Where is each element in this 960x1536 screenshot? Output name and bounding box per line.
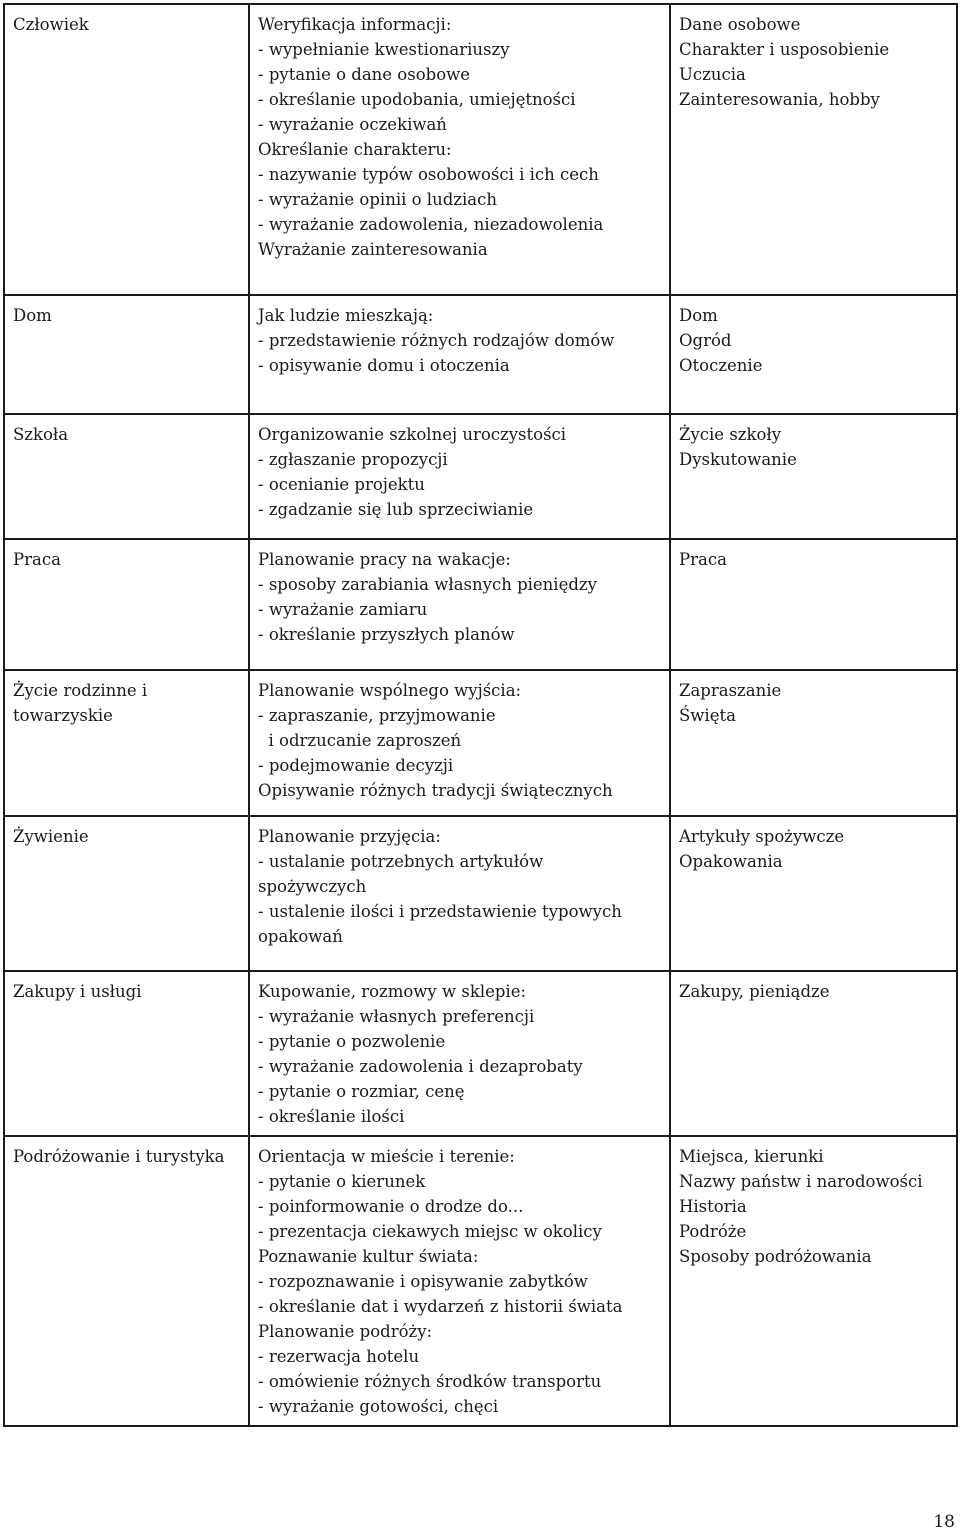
topic-line: Szkoła <box>13 425 69 444</box>
function-line: - wyrażanie zamiaru <box>258 600 428 619</box>
vocabulary-line: Uczucia <box>679 65 746 84</box>
function-line: - wyrażanie gotowości, chęci <box>258 1397 499 1416</box>
function-line: Wyrażanie zainteresowania <box>258 240 488 259</box>
vocabulary-line: Nazwy państw i narodowości <box>679 1172 923 1191</box>
table-row <box>4 4 957 295</box>
function-line: - przedstawienie różnych rodzajów domów <box>258 331 615 350</box>
functions-cell <box>249 414 670 539</box>
page-number: 18 <box>933 1512 955 1532</box>
function-line: - opisywanie domu i otoczenia <box>258 356 510 375</box>
vocabulary-cell <box>670 414 957 539</box>
topic-line: Życie rodzinne i <box>13 681 148 700</box>
function-line: opakowań <box>258 927 343 946</box>
function-line: Opisywanie różnych tradycji świątecznych <box>258 781 613 800</box>
vocabulary-line: Sposoby podróżowania <box>679 1247 872 1266</box>
vocabulary-line: Podróże <box>679 1222 747 1241</box>
table-row <box>4 971 957 1136</box>
topic-cell <box>4 4 249 295</box>
function-line: Planowanie pracy na wakacje: <box>258 550 511 569</box>
vocabulary-line: Zapraszanie <box>679 681 782 700</box>
function-line: - określanie dat i wydarzeń z historii świata <box>258 1297 623 1316</box>
table-row <box>4 1136 957 1426</box>
function-line: - wyrażanie zadowolenia, niezadowolenia <box>258 215 604 234</box>
vocabulary-line: Opakowania <box>679 852 783 871</box>
function-line: - określanie ilości <box>258 1107 405 1126</box>
vocabulary-line: Otoczenie <box>679 356 763 375</box>
function-line: Określanie charakteru: <box>258 140 452 159</box>
function-line: - rezerwacja hotelu <box>258 1347 420 1366</box>
function-line: - ocenianie projektu <box>258 475 425 494</box>
topic-line: towarzyskie <box>13 706 113 725</box>
function-line: - pytanie o rozmiar, cenę <box>258 1082 465 1101</box>
vocabulary-line: Zainteresowania, hobby <box>679 90 880 109</box>
vocabulary-line: Dyskutowanie <box>679 450 797 469</box>
vocabulary-line: Życie szkoły <box>679 425 782 444</box>
topic-cell <box>4 1136 249 1426</box>
curriculum-table <box>3 3 958 1427</box>
function-line: - ustalanie potrzebnych artykułów <box>258 852 544 871</box>
function-line: - rozpoznawanie i opisywanie zabytków <box>258 1272 588 1291</box>
function-line: Kupowanie, rozmowy w sklepie: <box>258 982 527 1001</box>
vocabulary-line: Ogród <box>679 331 732 350</box>
topic-cell <box>4 539 249 670</box>
functions-cell <box>249 4 670 295</box>
function-line: - prezentacja ciekawych miejsc w okolicy <box>258 1222 602 1241</box>
topic-cell <box>4 670 249 816</box>
function-line: Planowanie podróży: <box>258 1322 433 1341</box>
function-line: - wyrażanie zadowolenia i dezaprobaty <box>258 1057 583 1076</box>
function-line: - pytanie o kierunek <box>258 1172 426 1191</box>
topic-line: Praca <box>13 550 61 569</box>
function-line: - zapraszanie, przyjmowanie <box>258 706 496 725</box>
function-line: Weryfikacja informacji: <box>258 15 452 34</box>
functions-cell <box>249 1136 670 1426</box>
topic-cell <box>4 414 249 539</box>
table-row <box>4 670 957 816</box>
vocabulary-line: Charakter i usposobienie <box>679 40 890 59</box>
function-line: - pytanie o dane osobowe <box>258 65 471 84</box>
table-row <box>4 539 957 670</box>
function-line: - wyrażanie opinii o ludziach <box>258 190 497 209</box>
function-line: i odrzucanie zaproszeń <box>258 731 462 750</box>
function-line: - określanie przyszłych planów <box>258 625 515 644</box>
table-row <box>4 414 957 539</box>
function-line: - wyrażanie oczekiwań <box>258 115 447 134</box>
function-line: - określanie upodobania, umiejętności <box>258 90 576 109</box>
topic-line: Dom <box>13 306 52 325</box>
vocabulary-line: Święta <box>679 706 736 725</box>
function-line: Orientacja w mieście i terenie: <box>258 1147 515 1166</box>
vocabulary-line: Miejsca, kierunki <box>679 1147 824 1166</box>
function-line: Jak ludzie mieszkają: <box>258 306 434 325</box>
topic-line: Żywienie <box>13 827 89 846</box>
topic-cell <box>4 971 249 1136</box>
function-line: - wypełnianie kwestionariuszy <box>258 40 510 59</box>
function-line: - podejmowanie decyzji <box>258 756 454 775</box>
function-line: - zgłaszanie propozycji <box>258 450 448 469</box>
vocabulary-line: Dane osobowe <box>679 15 801 34</box>
function-line: - pytanie o pozwolenie <box>258 1032 446 1051</box>
vocabulary-line: Praca <box>679 550 727 569</box>
function-line: - wyrażanie własnych preferencji <box>258 1007 535 1026</box>
topic-line: Podróżowanie i turystyka <box>13 1147 225 1166</box>
topic-cell <box>4 816 249 971</box>
functions-cell <box>249 971 670 1136</box>
function-line: - zgadzanie się lub sprzeciwianie <box>258 500 534 519</box>
table-row <box>4 295 957 414</box>
vocabulary-line: Zakupy, pieniądze <box>679 982 830 1001</box>
function-line: Poznawanie kultur świata: <box>258 1247 479 1266</box>
function-line: - ustalenie ilości i przedstawienie typowych <box>258 902 622 921</box>
vocabulary-cell <box>670 971 957 1136</box>
vocabulary-cell <box>670 4 957 295</box>
function-line: - omówienie różnych środków transportu <box>258 1372 602 1391</box>
vocabulary-cell <box>670 1136 957 1426</box>
function-line: - nazywanie typów osobowości i ich cech <box>258 165 599 184</box>
vocabulary-line: Artykuły spożywcze <box>679 827 845 846</box>
topic-cell <box>4 295 249 414</box>
function-line: Planowanie wspólnego wyjścia: <box>258 681 522 700</box>
functions-cell <box>249 816 670 971</box>
function-line: spożywczych <box>258 877 367 896</box>
topic-line: Człowiek <box>13 15 89 34</box>
vocabulary-cell <box>670 816 957 971</box>
vocabulary-cell <box>670 670 957 816</box>
vocabulary-cell <box>670 295 957 414</box>
function-line: - sposoby zarabiania własnych pieniędzy <box>258 575 597 594</box>
function-line: - poinformowanie o drodze do... <box>258 1197 524 1216</box>
functions-cell <box>249 295 670 414</box>
function-line: Planowanie przyjęcia: <box>258 827 441 846</box>
functions-cell <box>249 539 670 670</box>
topic-line: Zakupy i usługi <box>13 982 142 1001</box>
vocabulary-cell <box>670 539 957 670</box>
functions-cell <box>249 670 670 816</box>
table-body <box>4 4 957 1426</box>
vocabulary-line: Dom <box>679 306 718 325</box>
vocabulary-line: Historia <box>679 1197 747 1216</box>
table-row <box>4 816 957 971</box>
function-line: Organizowanie szkolnej uroczystości <box>258 425 567 444</box>
